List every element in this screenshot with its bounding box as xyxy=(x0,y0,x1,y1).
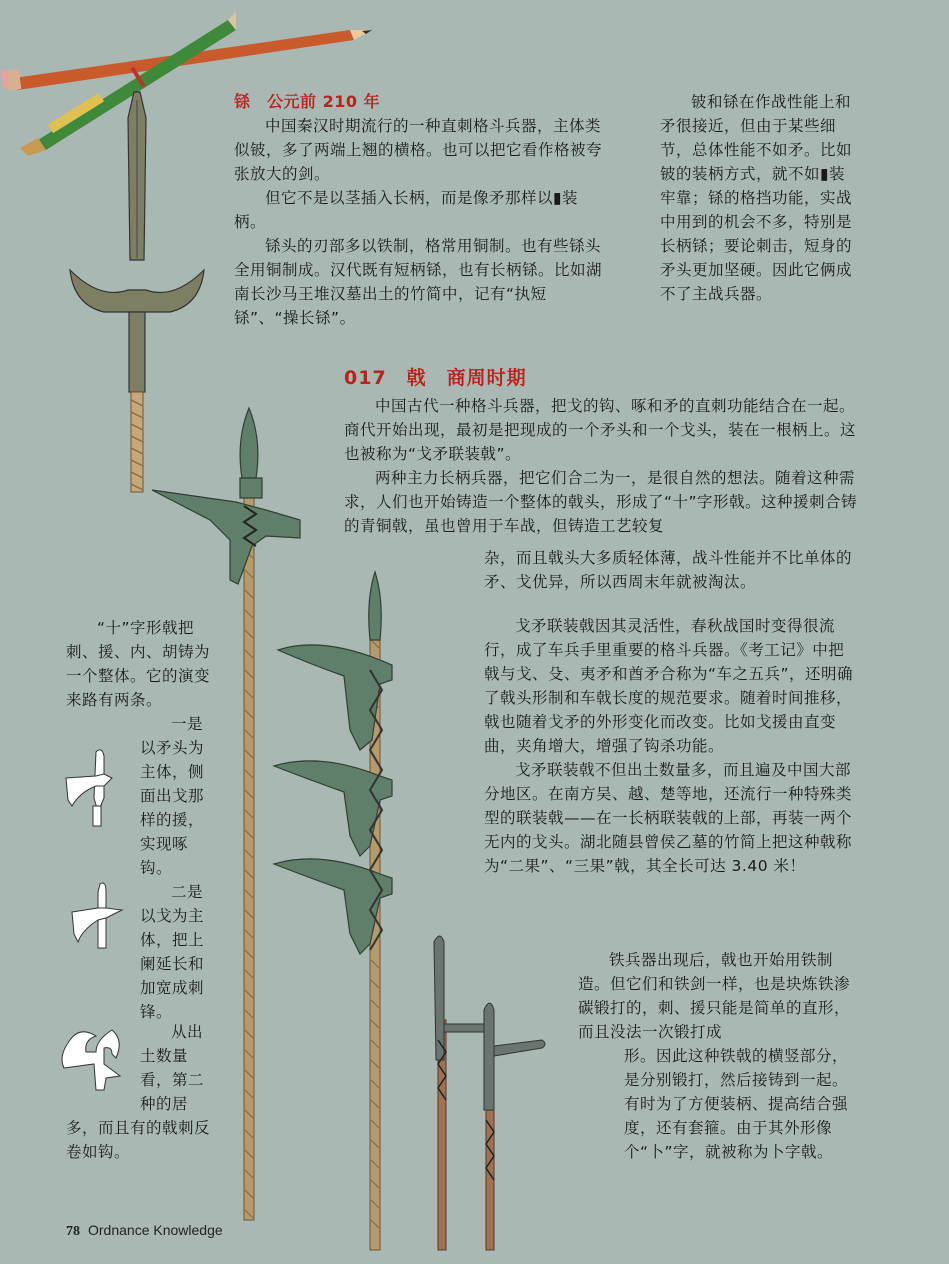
section-sha-paragraph-3: 铩头的刃部多以铁制，格常用铜制。也有些铩头全用铜制成。汉代既有短柄铩，也有长柄铩。比如湖南长沙马王堆汉墓出土的竹简中，记有“执短铩”、“操长铩”。 xyxy=(234,237,603,327)
left-column-way-2 xyxy=(140,880,216,1024)
left-column xyxy=(66,616,216,712)
section-ji-paragraph-2a: 两种主力长柄兵器，把它们合二为一，是很自然的想法。随着这种需求，人们也开始铸造一个整体的戟头，形成了“十”字形戟。这种援刺合铸的青铜戟，虽也曾用于车战，但铸造工艺较复 xyxy=(344,469,858,535)
section-ji-paragraph-1: 中国古代一种格斗兵器，把戈的钩、啄和矛的直刺功能结合在一起。商代开始出现，最初是把现成的一个矛头和一个戈头，装在一根柄上。这也被称为“戈矛联装戟”。 xyxy=(344,397,857,463)
left-column-way-3-continued xyxy=(66,1116,216,1164)
section-sha-heading: 铩 公元前 210 年 xyxy=(234,92,381,111)
ji-head-white-2 xyxy=(72,883,122,948)
section-ji-paragraph-2b: 杂，而且戟头大多质轻体薄，战斗性能并不比单体的矛、戈优异，所以西周末年就被淘汰。 xyxy=(484,549,853,591)
ji-head-white-1 xyxy=(66,750,112,826)
section-ji-continued xyxy=(484,546,860,594)
section-sha-paragraph-2: 但它不是以茎插入长柄，而是像矛那样以▮装柄。 xyxy=(234,189,579,231)
section-sha xyxy=(234,90,610,330)
section-linked-ji xyxy=(484,614,860,878)
section-ji-heading: 017 戟 商周时期 xyxy=(344,367,527,389)
left-column-way-2-text: 二是以戈为主体，把上阑延长和加宽成刺锋。 xyxy=(140,883,205,1021)
left-column-way-3-text-continued: 多，而且有的戟刺反卷如钩。 xyxy=(66,1119,211,1161)
left-column-intro: “十”字形戟把刺、援、内、胡铸为一个整体。它的演变来路有两条。 xyxy=(66,619,211,709)
section-iron-ji xyxy=(578,948,860,1044)
section-linked-ji-paragraph-1: 戈矛联装戟因其灵活性，春秋战国时变得很流行，成了车兵手里重要的格斗兵器。《考工记》中把戟与戈、殳、夷矛和酋矛合称为“车之五兵”，还明确了戟头形制和车戟长度的规范要求。随着时间推移，戟也随着戈矛的外形变化而改变。比如戈援由直变曲，夹角增大，增强了钩杀功能。 xyxy=(484,617,854,755)
left-column-way-3-text: 从出土数量看，第二种的居 xyxy=(140,1023,205,1113)
page-footer xyxy=(66,1222,223,1240)
sha-weapon-illustration xyxy=(70,92,204,492)
ji-head-white-3 xyxy=(62,1030,120,1090)
left-column-way-1 xyxy=(140,712,216,880)
page-number: 78 xyxy=(66,1224,80,1239)
section-iron-ji-paragraph-2: 形。因此这种铁戟的横竖部分，是分别锻打，然后接铸到一起。有时为了方便装柄、提高结合强度，还有套箍。由于其外形像个“卜”字，就被称为卜字戟。 xyxy=(624,1047,849,1161)
magazine-name: Ordnance Knowledge xyxy=(88,1222,223,1238)
section-ji xyxy=(344,366,860,538)
section-iron-ji-continued xyxy=(624,1044,860,1164)
left-column-way-3 xyxy=(140,1020,216,1116)
left-column-way-1-text: 一是以矛头为主体，侧面出戈那样的援，实现啄钩。 xyxy=(140,715,205,877)
linked-ji-illustration xyxy=(274,572,392,1250)
section-sha-paragraph-1: 中国秦汉时期流行的一种直刺格斗兵器，主体类似铍，多了两端上翘的横格。也可以把它看作格被夸张放大的剑。 xyxy=(234,117,603,183)
iron-ji-illustration xyxy=(434,936,545,1250)
section-linked-ji-paragraph-2: 戈矛联装戟不但出土数量多，而且遍及中国大部分地区。在南方吴、越、楚等地，还流行一种特殊类型的联装戟——在一长柄联装戟的上部，再装一两个无内的戈头。湖北随县曾侯乙墓的竹简上把这种戟称为“二果”、“三果”戟，其全长可达 3.40 米！ xyxy=(484,761,853,875)
sidebar-right xyxy=(660,90,860,306)
section-iron-ji-paragraph-1: 铁兵器出现后，戟也开始用铁制造。但它们和铁剑一样，也是块炼铁渗碳锻打的，刺、援只能是简单的直形，而且没法一次锻打成 xyxy=(578,951,851,1041)
sidebar-right-text: 铍和铩在作战性能上和矛很接近，但由于某些细节，总体性能不如矛。比如铍的装柄方式，就不如▮装牢靠；铩的格挡功能，实战中用到的机会不多，特别是长柄铩；要论刺击，短身的矛头更加坚硬。因此它俩成不了主战兵器。 xyxy=(660,93,853,303)
